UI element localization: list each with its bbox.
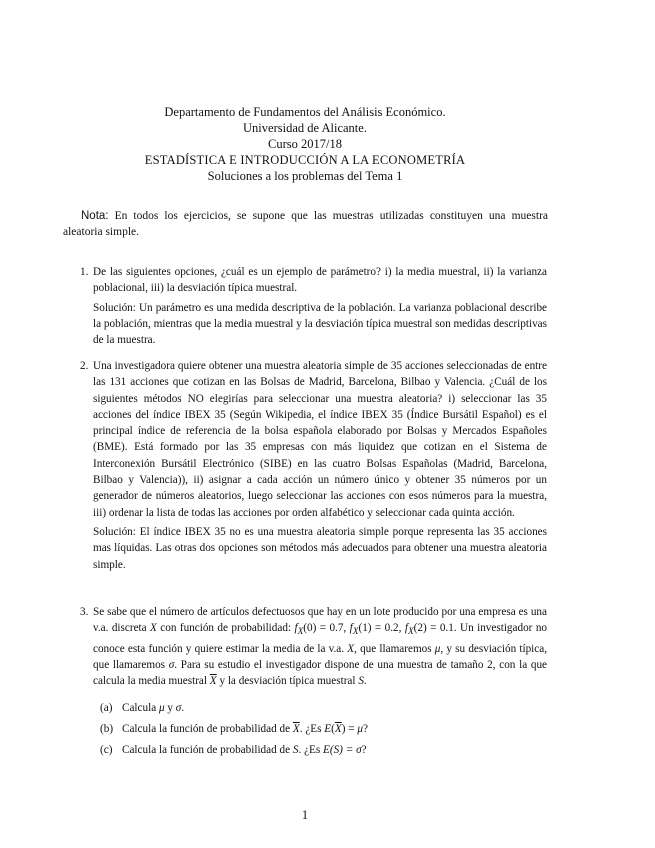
problem-statement: De las siguientes opciones, ¿cuál es un ejemplo de parámetro? i) la media muestral, ii) la varianza poblacional, iii) la desviación típica muestral. [93,266,547,295]
math-sub: X [297,627,304,638]
problem-number: 1. [80,266,89,278]
solution-label: Solución: [93,525,136,538]
note-label: Nota: [81,210,109,222]
subitem-label: (b) [100,723,114,736]
subject-title: ESTADÍSTICA E INTRODUCCIÓN A LA ECONOMETRÍA [144,153,466,167]
text-run: Un investigador no conoce esta función y quiere estimar la media de la v.a. [93,622,548,655]
solution-text: Un parámetro es una medida descriptiva de la población. La varianza poblacional describe la población, mientras que la media muestral y la desviación típica muestral son medidas descriptivas de la muestra. [93,301,547,347]
problem-statement [93,604,547,690]
text-run: , y su desviación típica, que llamaremos [93,642,547,672]
solution-label: Solución: [93,301,136,314]
document-header [0,104,610,184]
text-run: Calcula la función de probabilidad de [122,723,293,736]
subitem-a [100,700,547,716]
text-run: Calcula la función de probabilidad de [122,744,293,757]
math-var: S [292,744,299,757]
math-sub: X [407,627,414,638]
text-run: ( [331,723,335,736]
text-run: Calcula [122,701,159,714]
subitem-label: (a) [100,701,113,714]
problem-number: 2. [80,360,89,372]
math-arg: (0) = 0.7, [303,622,347,635]
math-var: f [404,622,408,635]
subtitle-line: Soluciones a los problemas del Tema 1 [207,169,403,183]
math-arg: (1) = 0.2, [358,622,405,635]
page-number: 1 [301,808,309,822]
university-line: Universidad de Alicante. [243,121,367,135]
math-var: X [150,622,157,635]
note-text: En todos los ejercicios, se supone que las muestras utilizadas constituyen una muestra aleatoria simple. [63,210,549,238]
text-run: , que llamaremos [354,642,435,655]
text-run: . [181,701,185,714]
text-run: ? [362,723,368,736]
problem-1 [80,264,547,348]
problem-3 [80,604,547,764]
math-var: S [358,675,364,688]
problem-statement: Una investigadora quiere obtener una muestra aleatoria simple de 35 acciones seleccionadas de entre las 131 acciones que cotizan en las Bolsas de Madrid, Barcelona, Bilbao y Valencia. ¿Cuál de los siguientes métodos NO elegirías para seleccionar una muestra aleatoria? i) seleccionar las 35 acciones del índice IBEX 35 (Según Wikipedia, el índice IBEX 35 (Índice Bursátil Español) es el principal índice de referencia de la bolsa española elaborado por Bolsas y Mercados Españoles (BME). Está formado por las 35 empresas con más liquidez que cotizan en el Sistema de Interconexión Bursátil Electrónico (SIBE) en las cuatro Bolsas Españolas (Madrid, Barcelona, Bilbao y Valencia)), ii) asignar a cada acción un número único y obtener 35 números por un generador de números aleatorios, luego seleccionar las acciones con esos números para la muestra, iii) ordenar la lista de todas las acciones por orden alfabético y seleccionar cada quinta acción. [93,360,547,519]
math-sub: X [352,627,359,638]
problem-2 [80,358,547,573]
math-var: σ [356,744,362,757]
math-var: $\overline{X}$ [209,675,217,688]
math-var: $\overline{X}$ [334,723,342,736]
math-arg: (2) = 0.1. [413,622,457,635]
problem-solution [93,300,547,349]
math-var: f [294,622,298,635]
department-line: Departamento de Fundamentos del Análisis Económico. [164,105,446,119]
text-run: . [363,675,367,688]
text-run: y la desviación típica muestral [216,675,359,688]
math-var: μ [158,701,165,714]
text-run: con función de probabilidad: [156,622,295,635]
text-run: Se sabe que el número de artículos defectuosos que hay en un lote producido por una empresa es una v.a. discreta [93,606,547,635]
math-var: f [349,622,353,635]
note-paragraph [63,208,548,240]
problem-number: 3. [80,606,89,618]
math-var: E [324,723,332,736]
text-run: . ¿Es [298,744,324,757]
course-line: Curso 2017/18 [268,137,342,151]
math-var: μ [357,723,363,736]
text-run: ? [361,744,367,757]
subitem-c [100,742,547,758]
math-var: E [323,744,330,757]
subitem-list [100,700,547,759]
math-var: σ [175,701,182,714]
subitem-b [100,721,547,737]
text-run: y [164,701,176,714]
math-var: μ [434,642,441,655]
math-var: σ [168,659,175,672]
text-run: (S) = [329,744,357,757]
math-var: $\overline{X}$ [292,723,300,736]
problem-solution [93,524,547,573]
subitem-label: (c) [100,744,113,757]
text-run: ) = [341,723,358,736]
text-run: . ¿Es [299,723,325,736]
math-var: X [347,642,355,655]
solution-text: El índice IBEX 35 no es una muestra aleatoria simple porque representa las 35 acciones mas líquidas. Las otras dos opciones son métodos más adecuados para obtener una muestra aleatoria simple. [93,525,548,571]
text-run: . Para su estudio el investigador dispone de una muestra de tamaño 2, con la que calcula la media muestral [93,659,547,688]
